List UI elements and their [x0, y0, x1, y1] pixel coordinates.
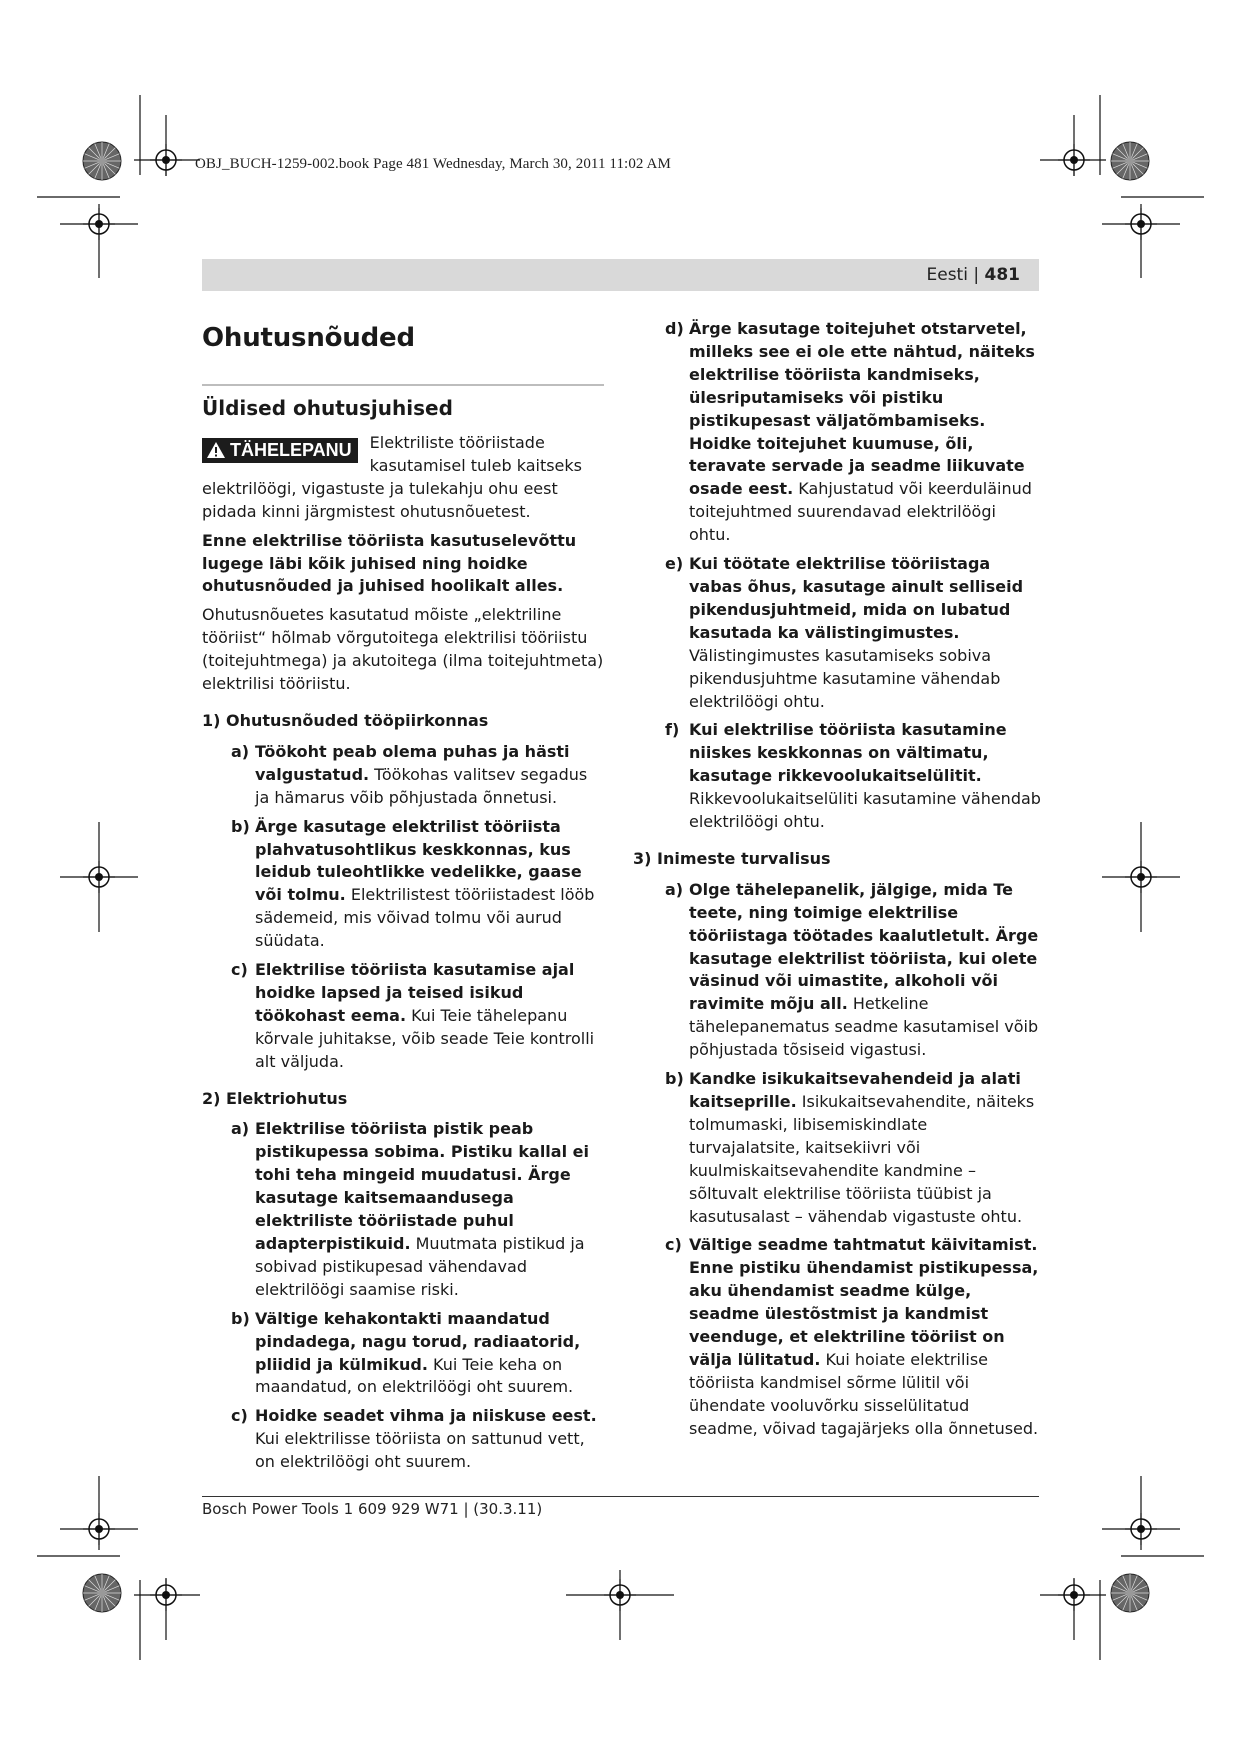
section-divider: [202, 384, 604, 386]
section-subtitle: Üldised ohutusjuhised: [202, 396, 453, 420]
list-text: Kui Teie tähelepanu kõrvale juhitakse, võib seade Teie kontrolli alt väljuda.: [255, 1005, 595, 1071]
list-item: [202, 1405, 604, 1474]
right-column: [633, 318, 1041, 1447]
list-body: [689, 719, 1041, 834]
list-label: b): [231, 816, 250, 836]
warning-badge: [202, 438, 358, 463]
list-bold: Ärge kasutage toitejuhet otstarvetel, milleks see ei ole ette nähtud, näiteks elektrilise tööriista kandmiseks, ülesriputamiseks või pistiku pistikupesast väljatõmbamiseks. Hoidke toitejuhet kuumuse, õli, teravate servade ja seadme liikuvate osade eest.: [689, 319, 1035, 499]
list-bold: Olge tähelepanelik, jälgige, mida Te teete, ning toimige elektrilise tööriistaga töötades kaalutletult. Ärge kasutage elektrilist tööriista, kui olete väsinud või uimastite, alkoholi või ravimite mõju all.: [689, 879, 1039, 1014]
list-text: Töökohas valitsev segadus ja hämarus võib põhjustada õnnetusi.: [255, 764, 588, 807]
list-label: c): [231, 960, 248, 980]
color-wheel-icon: [83, 142, 121, 180]
list-item: [202, 741, 604, 810]
list-body: [689, 318, 1041, 547]
list-text: Kui elektrilisse tööriista on sattunud vett, on elektrilöögi oht suurem.: [255, 1429, 585, 1472]
color-wheel-icon: [83, 1574, 121, 1612]
color-wheel-icon: [1111, 142, 1149, 180]
list-label: c): [231, 1406, 248, 1426]
list-body: [255, 959, 604, 1074]
list-label: b): [665, 1069, 684, 1089]
color-wheel-icon: [1111, 1574, 1149, 1612]
list-body: [255, 1308, 604, 1400]
list-bold: Kandke isikukaitsevahendeid ja alati kaitseprille.: [689, 1069, 1021, 1111]
left-column: [202, 318, 604, 1480]
list-text: Kui hoiate elektrilise tööriista kandmisel sõrme lülitil või ühendate vooluvõrku sisselülitatud seadme, võivad tagajärjeks olla õnnetused.: [689, 1349, 1039, 1438]
intro-text: Ohutusnõuetes kasutatud mõiste „elektriline tööriist“ hõlmab võrgutoitega elektrilisi tööriistu (toitejuhtmega) ja akutoitega (ilma toitejuhtmeta) elektrilisi tööriistu.: [202, 605, 604, 694]
footer-divider: [202, 1496, 1039, 1497]
list-body: [255, 1405, 604, 1474]
section-heading: 1) Ohutusnõuded tööpiirkonnas: [202, 710, 489, 730]
list-label: d): [665, 319, 684, 338]
list-body: [255, 1118, 604, 1301]
list-text: Elektrilistest tööriistadest lööb sädemeid, mis võivad tolmu või aurud süüdata.: [255, 885, 595, 951]
warning-block: [202, 432, 604, 524]
warning-triangle-icon: [206, 441, 226, 459]
intro-bold: Enne elektrilise tööriista kasutuselevõttu lugege läbi kõik juhised ning hoidke ohutusnõuded ja juhised hoolikalt alles.: [202, 530, 577, 596]
list-text: Hetkeline tähelepanematus seadme kasutamisel võib põhjustada tõsiseid vigastusi.: [689, 994, 1039, 1060]
list-item: [636, 1068, 1041, 1228]
list-bold: Vältige kehakontakti maandatud pindadega, nagu torud, radiaatorid, pliidid ja külmikud.: [255, 1308, 581, 1374]
list-body: [255, 816, 604, 953]
list-body: [689, 553, 1041, 713]
list-body: [689, 1234, 1041, 1440]
list-label: b): [231, 1308, 250, 1328]
list-bold: Elektrilise tööriista pistik peab pistikupessa sobima. Pistiku kallal ei tohi teha mingeid muudatusi. Ärge kasutage kaitsemaandusega elektriliste tööriistade puhul adapterpistikuid.: [255, 1119, 589, 1253]
list-bold: Vältige seadme tahtmatut käivitamist. Enne pistiku ühendamist pistikupessa, aku ühendamist seadme külge, seadme ülestõstmist ja kandmist veenduge, et elektriline tööriist on välja lülitatud.: [689, 1235, 1039, 1369]
list-bold: Ärge kasutage elektrilist tööriista plahvatusohtlikus keskkonnas, kus leidub tuleohtlikke vedelikke, gaase või tolmu.: [255, 816, 582, 905]
list-label: f): [665, 720, 680, 740]
list-bold: Kui töötate elektrilise tööriistaga vabas õhus, kasutage ainult selliseid pikendusjuhtmeid, mida on lubatud kasutada ka välistingimustes.: [689, 554, 1024, 642]
list-text: Isikukaitsevahendite, näiteks tolmumaski, libisemiskindlate turvajalatsite, kaitsekiivri või kuulmiskaitsevahendite kandmine – sõltuvalt elektrilise tööriista tüübist ja kasutusalast – vähendab vigastuste ohtu.: [689, 1092, 1035, 1226]
header-language: Eesti: [926, 265, 968, 285]
warning-badge-label: TÄHELEPANU: [230, 439, 352, 460]
page-header: [202, 259, 1039, 291]
page-title: Ohutusnõuded: [202, 323, 415, 353]
list-text: Välistingimustes kasutamiseks sobiva pikendusjuhtme kasutamine vähendab elektrilöögi ohtu.: [689, 645, 1001, 711]
list-label: a): [665, 879, 684, 899]
header-separator: |: [973, 265, 980, 285]
list-body: [689, 879, 1041, 1062]
list-body: [255, 741, 604, 810]
list-item: [202, 1118, 604, 1301]
list-item: [202, 1308, 604, 1400]
list-item: [202, 816, 604, 953]
list-bold: Elektrilise tööriista kasutamise ajal hoidke lapsed ja teised isikud töökohast eema.: [255, 960, 575, 1025]
list-item: [636, 1234, 1041, 1440]
list-item: [636, 318, 1041, 547]
list-text: Rikkevoolukaitselüliti kasutamine vähendab elektrilöögi ohtu.: [689, 789, 1041, 832]
page-footer: Bosch Power Tools 1 609 929 W71 | (30.3.11): [202, 1500, 543, 1518]
list-text: Kahjustatud või keerduläinud toitejuhtmed suurendavad elektrilöögi ohtu.: [689, 479, 1032, 545]
header-text: [927, 265, 1021, 285]
list-bold: Kui elektrilise tööriista kasutamine niiskes keskkonnas on vältimatu, kasutage rikkevoolukaitselülitit.: [689, 720, 1007, 786]
list-item: [202, 959, 604, 1074]
list-item: [636, 719, 1041, 834]
list-bold: Hoidke seadet vihma ja niiskuse eest.: [255, 1406, 597, 1426]
print-file-line: OBJ_BUCH-1259-002.book Page 481 Wednesday, March 30, 2011 11:02 AM: [195, 156, 671, 172]
warning-text: Elektriliste tööriistade kasutamisel tuleb kaitseks elektrilöögi, vigastuste ja tulekahju ohu eest pidada kinni järgmistest ohutusnõuetest.: [202, 433, 582, 521]
list-text: Kui Teie keha on maandatud, on elektrilöögi oht suurem.: [255, 1354, 574, 1397]
list-item: [636, 879, 1041, 1062]
list-label: e): [665, 554, 684, 574]
list-label: c): [665, 1235, 682, 1255]
section-heading: 3) Inimeste turvalisus: [633, 848, 831, 868]
section-heading: 2) Elektriohutus: [202, 1088, 348, 1108]
list-text: Muutmata pistikud ja sobivad pistikupesad vähendavad elektrilöögi saamise riski.: [255, 1234, 585, 1299]
list-label: a): [231, 741, 250, 761]
list-item: [636, 553, 1041, 713]
list-body: [689, 1068, 1041, 1228]
page-number: 481: [984, 265, 1020, 285]
list-bold: Töökoht peab olema puhas ja hästi valgustatud.: [255, 741, 570, 784]
list-label: a): [231, 1119, 250, 1139]
